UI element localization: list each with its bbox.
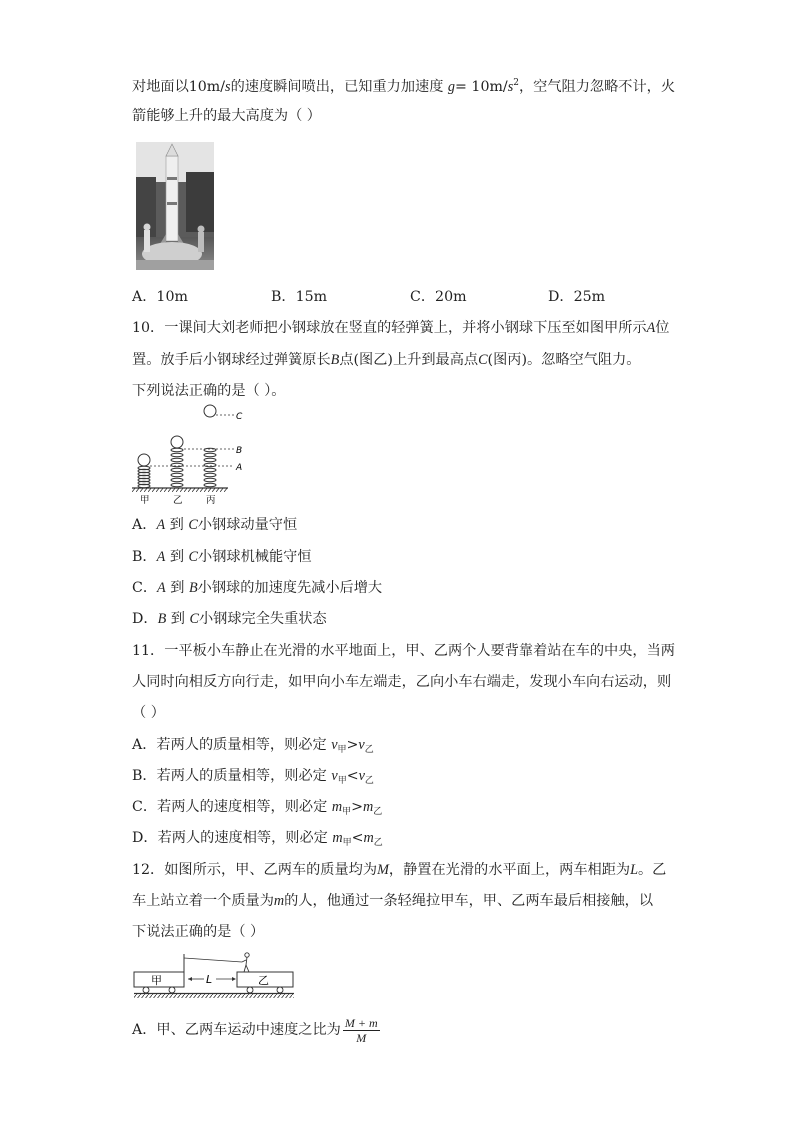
spring-bing — [204, 448, 216, 487]
q12-text: 车上站立着一个质量为 — [132, 893, 274, 909]
carts-figure — [132, 950, 298, 1002]
ground-hatch — [132, 488, 228, 492]
q11-option-b[interactable] — [132, 766, 374, 791]
q9-option-c[interactable]: C．20m — [410, 289, 467, 305]
q10-stem-line1 — [132, 318, 670, 338]
distance-label: L — [206, 973, 213, 986]
option-sub: 甲 — [342, 807, 352, 817]
wheel — [247, 987, 253, 993]
label-c: C — [236, 412, 243, 422]
q9-unit-s: s — [225, 79, 231, 95]
option-text: 到 — [170, 580, 185, 596]
q12-text: 12．如图所示，甲、乙两车的质量均为 — [132, 862, 378, 878]
option-sub: 乙 — [373, 838, 383, 848]
option-text: A．若两人的质量相等，则必定 — [132, 737, 327, 753]
q10-var-a: A — [646, 320, 656, 336]
option-var: A — [156, 517, 166, 533]
q9-stem-line1 — [132, 73, 675, 97]
q11-option-a[interactable] — [132, 735, 374, 760]
arrow-left-icon — [188, 977, 192, 981]
q12-stem-line1 — [132, 860, 666, 880]
q12-stem-line3: 下说法正确的是（ ） — [132, 924, 265, 940]
q9-option-d[interactable]: D．25m — [548, 289, 606, 305]
option-text: 小钢球的加速度先减小后增大 — [197, 580, 383, 596]
option-sub: 乙 — [364, 776, 374, 786]
q10-option-d[interactable] — [132, 609, 327, 629]
person-icon — [242, 953, 249, 972]
q12-stem-line2 — [132, 891, 653, 911]
option-prefix: D． — [132, 611, 158, 627]
q10-stem-line2 — [132, 350, 641, 370]
ball-bing — [204, 405, 216, 417]
option-op: < — [346, 768, 359, 784]
q10-var-c: C — [478, 352, 488, 368]
option-op: > — [346, 737, 359, 753]
option-prefix: B． — [132, 549, 157, 565]
option-sub: 甲 — [337, 776, 347, 786]
q11-option-d[interactable] — [132, 828, 383, 853]
label-bing: 丙 — [206, 495, 216, 506]
option-var: B — [188, 580, 198, 596]
q10-stem-line3: 下列说法正确的是（ ）。 — [132, 383, 286, 399]
option-var: C — [188, 549, 198, 565]
ball-yi — [171, 436, 183, 448]
fraction — [343, 1016, 380, 1045]
spring-yi — [171, 448, 183, 487]
q10-option-c[interactable] — [132, 578, 382, 598]
q12-text: ，静置在光滑的水平面上，两车相距为 — [388, 862, 631, 878]
car-yi-label: 乙 — [258, 974, 269, 987]
fraction-denominator: M — [356, 1030, 367, 1045]
option-var: m — [362, 799, 374, 815]
option-var: A — [156, 549, 166, 565]
label-yi: 乙 — [173, 495, 183, 506]
q11-stem-line2: 人同时向相反方向行走，如甲向小车左端走，乙向小车右端走，发现小车向右运动，则 — [132, 674, 672, 690]
wheel — [277, 987, 283, 993]
wheel — [169, 987, 175, 993]
q9-text: 对地面以10m/ — [132, 79, 226, 95]
option-text: 到 — [170, 611, 185, 627]
label-b: B — [236, 446, 243, 456]
q12-var-m: M — [377, 862, 389, 878]
q10-text: 10．一课间大刘老师把小钢球放在竖直的轻弹簧上，并将小钢球下压至如图甲所示 — [132, 320, 647, 336]
option-prefix: A． — [132, 517, 157, 533]
q10-option-a[interactable] — [132, 515, 297, 535]
option-var: v — [358, 768, 365, 784]
option-text: 小钢球完全失重状态 — [198, 611, 327, 627]
option-sub: 乙 — [364, 745, 374, 755]
q9-var-g: g — [447, 79, 456, 95]
option-text: A．甲、乙两车运动中速度之比为 — [132, 1022, 341, 1038]
q9-option-a[interactable]: A．10m — [132, 289, 188, 305]
q12-text: 。乙 — [637, 862, 667, 878]
option-text: B．若两人的质量相等，则必定 — [132, 768, 327, 784]
option-text: 小钢球动量守恒 — [197, 517, 298, 533]
rope — [184, 958, 242, 962]
q10-text: 置。放手后小钢球经过弹簧原长 — [132, 352, 331, 368]
q11-option-c[interactable] — [132, 797, 382, 822]
option-var: B — [157, 611, 167, 627]
option-var: m — [331, 799, 343, 815]
option-text: 小钢球机械能守恒 — [198, 549, 312, 565]
q12-option-a[interactable] — [132, 1014, 380, 1046]
option-prefix: C． — [132, 580, 158, 596]
option-text: 到 — [169, 549, 185, 565]
q9-text: 的速度瞬间喷出，已知重力加速度 — [230, 79, 444, 95]
option-var: v — [358, 737, 365, 753]
option-var: m — [363, 830, 374, 846]
option-sub: 乙 — [373, 807, 383, 817]
q12-var-l: L — [630, 862, 638, 878]
q10-text: 点(图乙)上升到最高点 — [339, 352, 479, 368]
option-var: A — [157, 580, 166, 596]
option-var: m — [332, 830, 343, 846]
option-op: > — [351, 799, 363, 815]
q12-text: 的人，他通过一条轻绳拉甲车，甲、乙两车最后相接触，以 — [284, 893, 654, 909]
q11-stem-line3: （ ） — [132, 705, 165, 721]
q9-sup: 2 — [513, 78, 519, 88]
q10-option-b[interactable] — [132, 547, 312, 567]
rocket-photo — [136, 142, 214, 270]
option-var: v — [331, 737, 338, 753]
option-text: D．若两人的速度相等，则必定 — [132, 830, 328, 846]
option-var: C — [188, 517, 198, 533]
fraction-numerator: M + m — [344, 1015, 378, 1030]
q10-text: (图丙)。忽略空气阻力。 — [487, 352, 641, 368]
option-text: 到 — [169, 517, 184, 533]
q9-options — [132, 286, 652, 306]
q9-text: ，空气阻力忽略不计，火 — [518, 79, 676, 95]
option-sub: 甲 — [337, 745, 347, 755]
ground-hatch — [134, 994, 294, 998]
option-text: C．若两人的速度相等，则必定 — [132, 799, 328, 815]
car-jia-label: 甲 — [151, 974, 162, 987]
label-jia: 甲 — [140, 495, 150, 506]
arrow-right-icon — [232, 977, 236, 981]
q9-text: = 10m/ — [455, 79, 508, 95]
option-sub: 甲 — [342, 838, 352, 848]
q12-var-m-small: m — [273, 893, 285, 909]
q10-var-b: B — [330, 352, 340, 368]
q10-text: 位 — [655, 320, 670, 336]
q9-stem-line2: 箭能够上升的最大高度为（ ） — [132, 108, 321, 124]
label-a: A — [236, 463, 243, 473]
spring-jia — [138, 466, 150, 488]
ball-jia — [138, 454, 150, 466]
q9-unit-s: s — [507, 79, 514, 95]
option-var: v — [331, 768, 338, 784]
option-op: < — [351, 830, 364, 846]
wheel — [143, 987, 149, 993]
q11-stem-line1: 11．一平板小车静止在光滑的水平地面上，甲、乙两个人要背靠着站在车的中央，当两 — [132, 643, 675, 659]
q9-option-b[interactable]: B．15m — [271, 289, 328, 305]
option-var: C — [189, 611, 199, 627]
spring-figure — [132, 402, 252, 506]
